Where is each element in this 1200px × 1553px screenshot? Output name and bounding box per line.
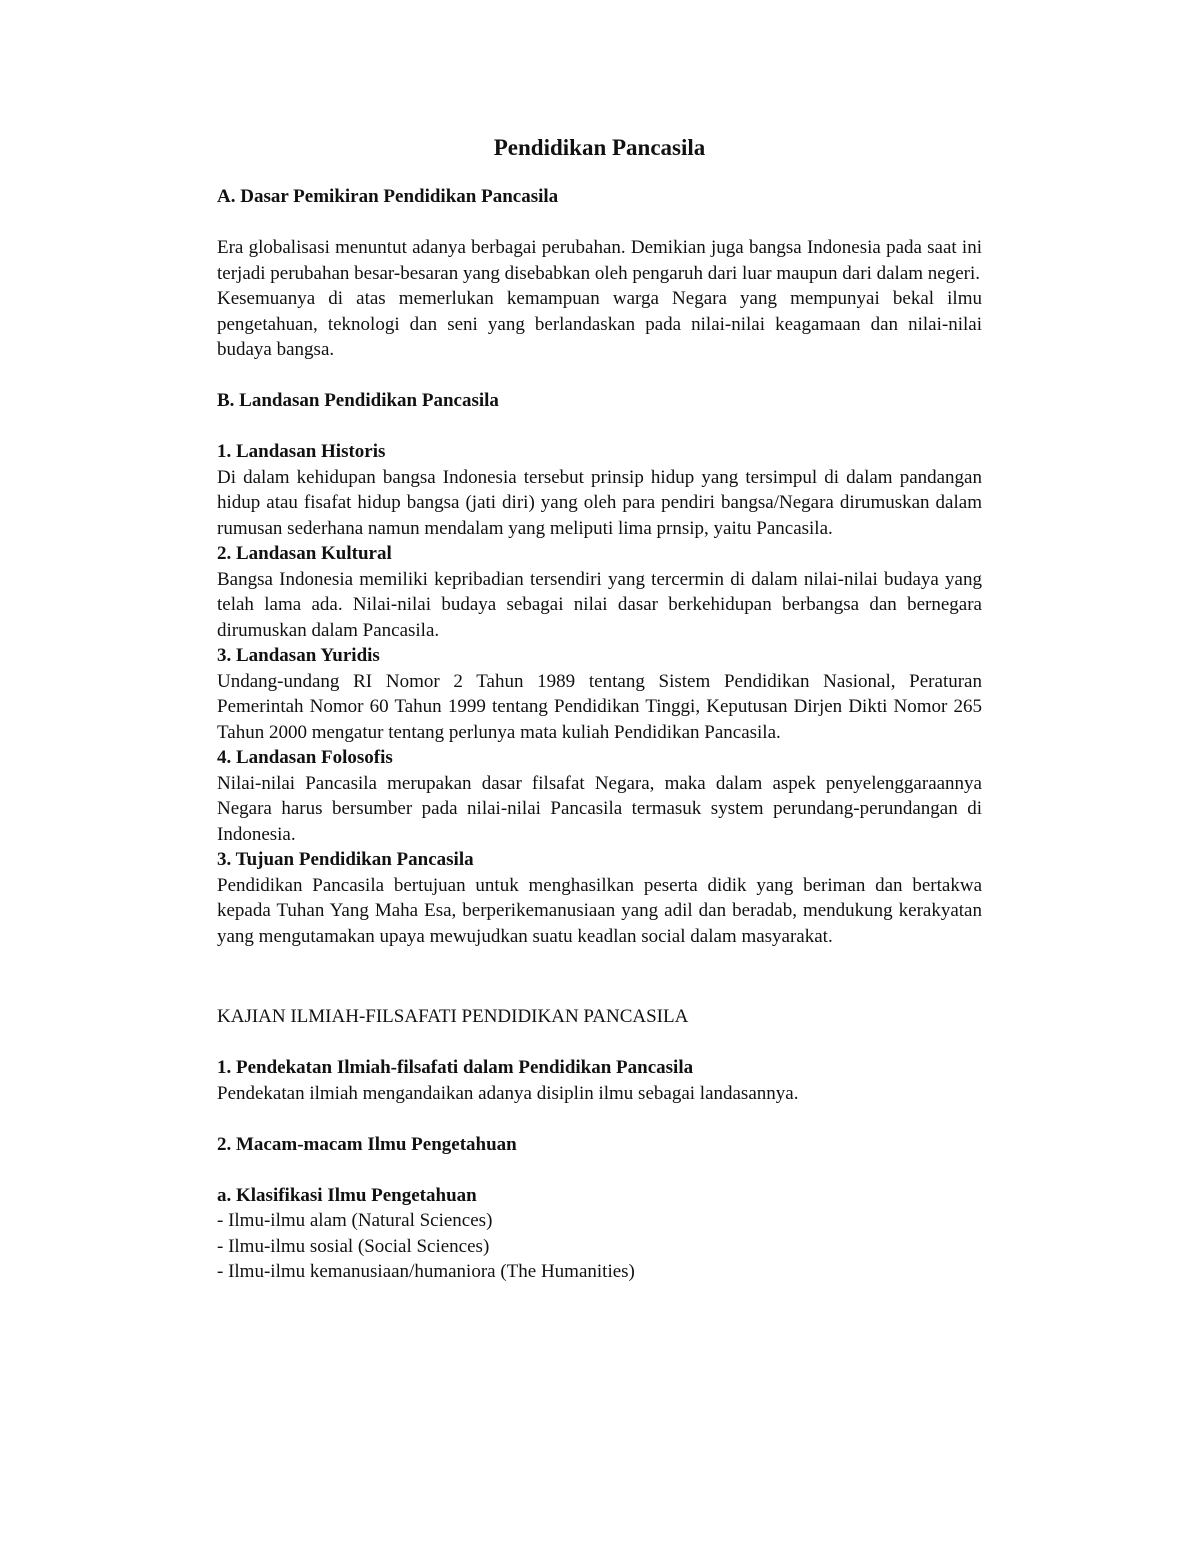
macam-ilmu-heading: 2. Macam-macam Ilmu Pengetahuan (217, 1133, 517, 1155)
spacer (217, 992, 982, 1004)
tujuan-heading: 3. Tujuan Pendidikan Pancasila (217, 849, 474, 870)
spacer (217, 1030, 982, 1056)
klasifikasi-heading: a. Klasifikasi Ilmu Pengetahuan (217, 1184, 477, 1206)
landasan-filosofis-heading: 4. Landasan Folosofis (217, 747, 393, 768)
landasan-yuridis-text: Undang-undang RI Nomor 2 Tahun 1989 tentang Sistem Pendidikan Nasional, Peraturan Pemerintah Nomor 60 Tahun 1999 tentang Pendidikan Tinggi, Keputusan Dirjen Dikti Nomor 265 Tahun 2000 mengatur tentang perlunya mata kuliah Pendidikan Pancasila. (217, 670, 982, 743)
section-b-heading: B. Landasan Pendidikan Pancasila (217, 390, 499, 411)
spacer (217, 1157, 982, 1183)
document-page (217, 132, 982, 1285)
section-a-paragraph-2: Kesemuanya di atas memerlukan kemampuan warga Negara yang mempunyai bekal ilmu pengetahuan, teknologi dan seni yang berlandaskan pada nilai-nilai keagamaan dan nilai-nilai budaya bangsa. (217, 288, 982, 360)
landasan-filosofis-text: Nilai-nilai Pancasila merupakan dasar filsafat Negara, maka dalam aspek penyelenggaraannya Negara harus bersumber pada nilai-nilai Pancasila termasuk system perundang-perundangan di Indonesia. (217, 772, 982, 845)
spacer (217, 363, 982, 389)
list-item: - Ilmu-ilmu alam (Natural Sciences) (217, 1210, 493, 1231)
landasan-historis-heading: 1. Landasan Historis (217, 441, 386, 462)
section-a-heading: A. Dasar Pemikiran Pendidikan Pancasila (217, 186, 559, 207)
klasifikasi-list (217, 1208, 982, 1285)
list-item: - Ilmu-ilmu kemanusiaan/humaniora (The Humanities) (217, 1261, 635, 1282)
landasan-historis-text: Di dalam kehidupan bangsa Indonesia tersebut prinsip hidup yang tersimpul di dalam pandangan hidup atau fisafat hidup bangsa (jati diri) yang oleh para pendiri bangsa/Negara dirumuskan dalam rumusan sederhana namun mendalam yang meliputi lima prnsip, yaitu Pancasila. (217, 466, 982, 539)
spacer (217, 949, 982, 992)
document-title: Pendidikan Pancasila (493, 135, 706, 160)
section-a-paragraph-1: Era globalisasi menuntut adanya berbagai perubahan. Demikian juga bangsa Indonesia pada saat ini terjadi perubahan besar-besaran yang disebabkan oleh pengaruh dari luar maupun dari dalam negeri. (217, 237, 982, 284)
landasan-kultural-text: Bangsa Indonesia memiliki kepribadian tersendiri yang tercermin di dalam nilai-nilai budaya yang telah lama ada. Nilai-nilai budaya sebagai nilai dasar berkehidupan berbangsa dan bernegara dirumuskan dalam Pancasila. (217, 568, 982, 641)
list-item: - Ilmu-ilmu sosial (Social Sciences) (217, 1235, 490, 1257)
kajian-heading: KAJIAN ILMIAH-FILSAFATI PENDIDIKAN PANCASILA (217, 1006, 689, 1027)
landasan-kultural-heading: 2. Landasan Kultural (217, 543, 392, 564)
tujuan-text: Pendidikan Pancasila bertujuan untuk menghasilkan peserta didik yang beriman dan bertakwa kepada Tuhan Yang Maha Esa, berperikemanusiaan yang adil dan beradab, mendukung kerakyatan yang mengutamakan upaya mewujudkan suatu keadlan social dalam masyarakat. (217, 874, 982, 947)
landasan-yuridis-heading: 3. Landasan Yuridis (217, 645, 380, 666)
spacer (217, 1106, 982, 1132)
spacer (217, 210, 982, 236)
spacer (217, 414, 982, 440)
pendekatan-heading: 1. Pendekatan Ilmiah-filsafati dalam Pendidikan Pancasila (217, 1057, 694, 1078)
pendekatan-text: Pendekatan ilmiah mengandaikan adanya disiplin ilmu sebagai landasannya. (217, 1082, 799, 1104)
